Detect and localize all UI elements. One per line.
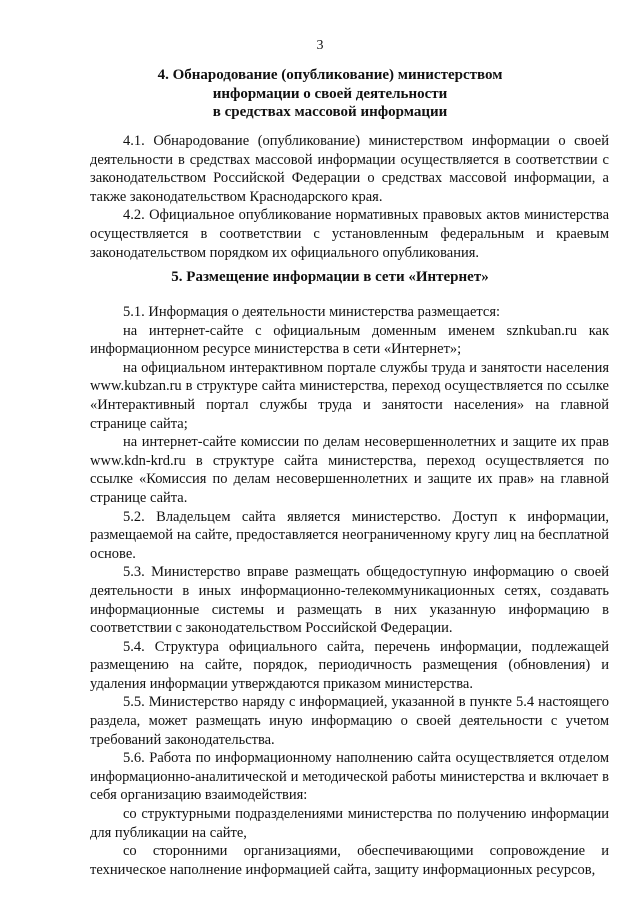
section-5-heading: 5. Размещение информации в сети «Интернет» [171,269,489,285]
paragraph-5-1-kubzan: на официальном интерактивном портале службы труда и занятости населения www.kubzan.ru в структуре сайта министерства, переход осуществляется по ссылке «Интерактивный портал службы труда и занятости населения» на главной странице сайта; [90,359,609,432]
paragraph-5-2: 5.2. Владельцем сайта является министерство. Доступ к информации, размещаемой на сайте, предоставляется неограниченному кругу лиц на бесплатной основе. [90,508,609,562]
section-4-body [90,132,609,262]
paragraph-4-2: 4.2. Официальное опубликование нормативных правовых актов министерства осуществляется в соответствии с установленным федеральным и краевым законодательством порядком их официального опубликования. [90,207,609,261]
paragraph-5-6: 5.6. Работа по информационному наполнению сайта осуществляется отделом информационно-аналитической и методической работы министерства и включает в себя организацию взаимодействия: [90,750,609,804]
paragraph-5-1-kdn: на интернет-сайте комиссии по делам несовершеннолетних и защите их прав www.kdn-krd.ru в структуре сайта министерства, переход осуществляется по ссылке «Комиссия по делам несовершеннолетних и защите их прав» на главной странице сайта. [90,434,609,506]
paragraph-5-6-departments: со структурными подразделениями министерства по получению информации для публикации на сайте, [90,806,609,841]
paragraph-5-1-site: на интернет-сайте с официальным доменным именем sznkuban.ru как информационном ресурсе министерства в сети «Интернет»; [90,322,609,358]
page-number: 3 [316,38,324,53]
paragraph-5-3: 5.3. Министерство вправе размещать общедоступную информацию о своей деятельности в иных информационно-телекоммуникационных сетях, создавать информационные системы и размещать в них указанную информацию в соответствии с законодательством Российской Федерации. [90,564,609,637]
paragraph-5-4: 5.4. Структура официального сайта, перечень информации, подлежащей размещению на сайте, порядок, периодичность размещения (обновления) и удаления информации утверждаются приказом министерства. [90,638,609,692]
section-4-heading-line: 4. Обнародование (опубликование) министерством [157,67,503,83]
paragraph-5-1: 5.1. Информация о деятельности министерства размещается: [123,304,501,320]
section-4-heading [90,66,570,122]
section-4-heading-line: информации о своей деятельности [212,85,448,102]
section-5-body [90,303,609,879]
paragraph-5-5: 5.5. Министерство наряду с информацией, указанной в пункте 5.4 настоящего раздела, может размещать иную информацию о своей деятельности с учетом требований законодательства. [90,694,609,748]
paragraph-4-1: 4.1. Обнародование (опубликование) министерством информации о своей деятельности в средствах массовой информации осуществляется в соответствии с законодательством Российской Федерации о средствах массовой информации, а также законодательством Краснодарского края. [90,133,609,205]
section-4-heading-line: в средствах массовой информации [212,104,448,120]
paragraph-5-6-organizations: со сторонними организациями, обеспечивающими сопровождение и техническое наполнение информацией сайта, защиту информационных ресурсов, [90,843,609,878]
